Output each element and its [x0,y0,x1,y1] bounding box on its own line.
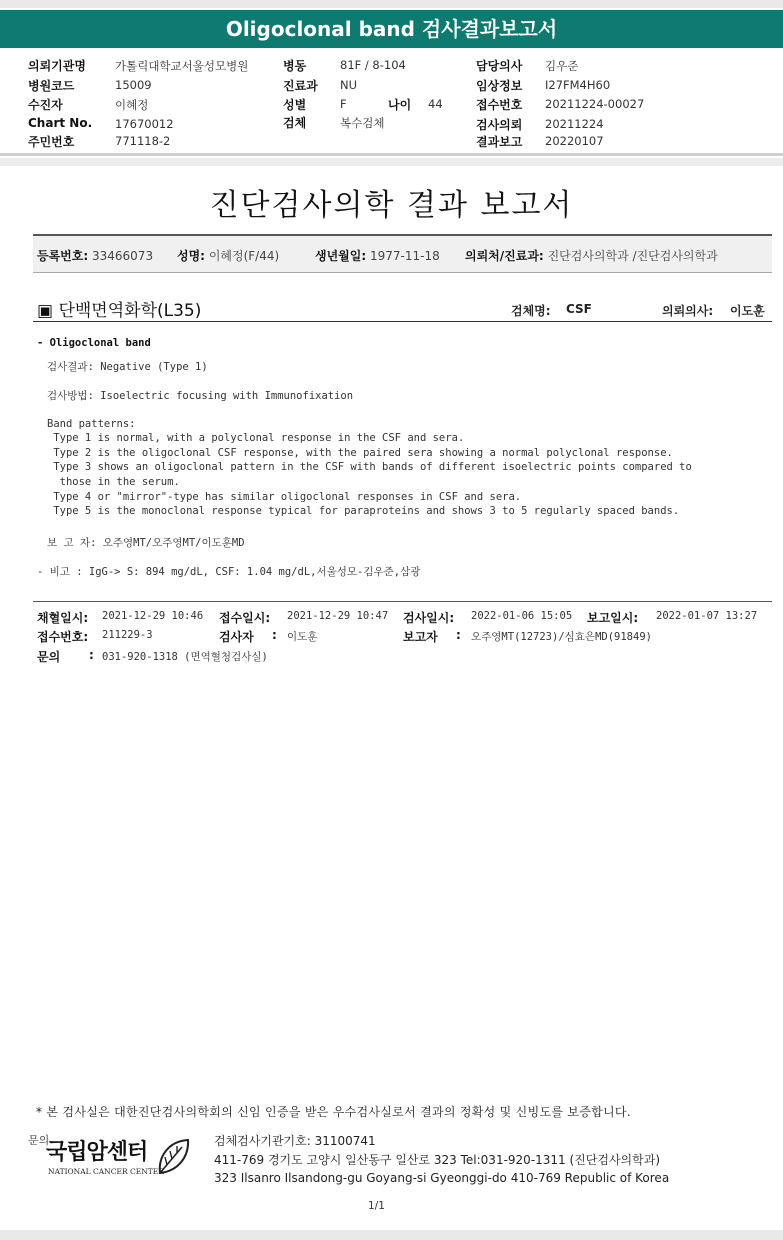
contact-value: 031-920-1318 (면역혈청검사실) [102,651,268,663]
band-type-line: Type 3 shows an oligoclonal pattern in the CSF with bands of different isoelectric points compared to [47,461,692,473]
recno-label: 접수번호: [37,630,89,644]
band-type-line: Type 1 is normal, with a polyclonal response in the CSF and sera. [47,432,465,444]
info-value: 복수검체 [340,116,385,130]
dept-value: 진단검사의학과 /진단검사의학과 [547,249,718,263]
specimen-value: CSF [566,302,592,316]
address-english: 323 Ilsanro Ilsandong-gu Goyang-si Gyeonggi-do 410-769 Republic of Korea [214,1171,670,1185]
info-value: 20211224 [545,117,604,131]
bottom-strip [0,1230,783,1240]
logo-text: 국립암센터 [46,1140,148,1165]
ncc-logo [46,1135,196,1183]
report-title: 진단검사의학 결과 보고서 [209,188,574,223]
info-value: 15009 [115,78,152,92]
info-value: F [340,97,347,111]
info-label: 접수번호 [476,98,523,112]
info-label: 결과보고 [476,135,523,149]
info-label: 의뢰기관명 [28,59,86,73]
section-title: ▣ 단백면역화학(L35) [37,301,202,321]
registration-bar [33,234,772,273]
info-value: I27FM4H60 [545,78,611,92]
age-label: 나이 [388,98,412,112]
info-label: 임상정보 [476,79,523,93]
remark-line: - 비고 : IgG-> S: 894 mg/dL, CSF: 1.04 mg/dL,서울성모-김우준,삼광 [37,566,421,578]
contact-label: 문의 [37,650,61,664]
band-type-line: Type 2 is the oligoclonal CSF response, with the paired sera showing a normal polyclonal response. [47,447,673,459]
recno-value: 211229-3 [102,629,153,641]
name-label: 성명: [177,249,205,263]
tester-label: 검사자 [219,630,254,644]
info-label: 검체 [283,116,307,130]
band-type-line: Type 4 or "mirror"-type has similar oligoclonal responses in CSF and sera. [47,491,522,503]
info-label: 성별 [283,98,307,112]
divider [0,158,783,166]
address-korean: 411-769 경기도 고양시 일산동구 일산로 323 Tel:031-920-1311 (진단검사의학과) [214,1153,661,1167]
info-value: NU [340,78,358,92]
specimen-label: 검체명: [511,304,551,318]
band-type-line: those in the serum. [47,476,180,488]
report-time-label: 보고일시: [587,611,639,625]
info-label: 검사의뢰 [476,118,523,132]
doctor-value: 이도훈 [730,304,765,318]
section-divider [33,321,772,322]
dob-label: 생년월일: [315,249,367,263]
report-header-title: Oligoclonal band 검사결과보고서 [0,10,783,48]
info-label: Chart No. [28,116,93,130]
info-value: 20211224-00027 [545,97,645,111]
info-value: 81F / 8-104 [340,58,406,72]
inquiry-label: 문의 [28,1134,50,1147]
info-value: 17670012 [115,117,174,131]
divider [0,153,783,156]
info-label: 수진자 [28,98,63,112]
logo-subtext: NATIONAL CANCER CENTER [48,1167,164,1176]
test-time-value: 2022-01-06 15:05 [471,610,573,622]
info-label: 병동 [283,59,307,73]
reg-no-value: 33466073 [92,249,154,263]
page-number: 1/1 [368,1200,385,1212]
reporter-line: 보 고 자: 오주영MT/오주영MT/이도훈MD [47,537,245,549]
reporter-value: 오주영MT(12723)/심효은MD(91849) [471,631,652,643]
band-patterns-heading: Band patterns: [47,418,136,430]
certification-notice: * 본 검사실은 대한진단검사의학회의 신임 인증을 받은 우수검사실로서 결과의 정확성 및 신빙도를 보증합니다. [36,1105,631,1119]
test-name: - Oligoclonal band [37,337,151,349]
colon: : [456,628,461,642]
info-label: 병원코드 [28,79,75,93]
colon: : [272,628,277,642]
result-line: 검사결과: Negative (Type 1) [47,361,208,373]
top-strip [0,0,783,8]
colon: : [89,648,94,662]
collect-value: 2021-12-29 10:46 [102,610,204,622]
report-time-value: 2022-01-07 13:27 [656,610,758,622]
method-line: 검사방법: Isoelectric focusing with Immunofixation [47,390,354,402]
info-value: 가톨릭대학교서울성모병원 [115,59,249,73]
leaf-emblem-icon [156,1137,192,1177]
info-label: 담당의사 [476,59,523,73]
doctor-label: 의뢰의사: [662,304,714,318]
dob-value: 1977-11-18 [370,249,440,263]
institution-code: 검체검사기관기호: 31100741 [214,1134,376,1148]
name-value: 이혜정(F/44) [208,249,280,263]
info-label: 진료과 [283,79,318,93]
info-value: 이혜정 [115,98,149,112]
tester-value: 이도훈 [287,631,318,643]
info-value: 김우준 [545,59,579,73]
info-label: 주민번호 [28,135,75,149]
times-divider [33,601,772,602]
dept-label: 의뢰처/진료과: [465,249,544,263]
band-type-line: Type 5 is the monoclonal response typical for paraproteins and shows 3 to 5 regularly spaced bands. [47,505,680,517]
age-value: 44 [428,97,443,111]
info-value: 20220107 [545,134,604,148]
info-value: 771118-2 [115,134,171,148]
reporter-label: 보고자 [403,630,438,644]
receive-label: 접수일시: [219,611,271,625]
test-time-label: 검사일시: [403,611,455,625]
receive-value: 2021-12-29 10:47 [287,610,389,622]
reg-no-label: 등록번호: [37,249,89,263]
collect-label: 채혈일시: [37,611,89,625]
